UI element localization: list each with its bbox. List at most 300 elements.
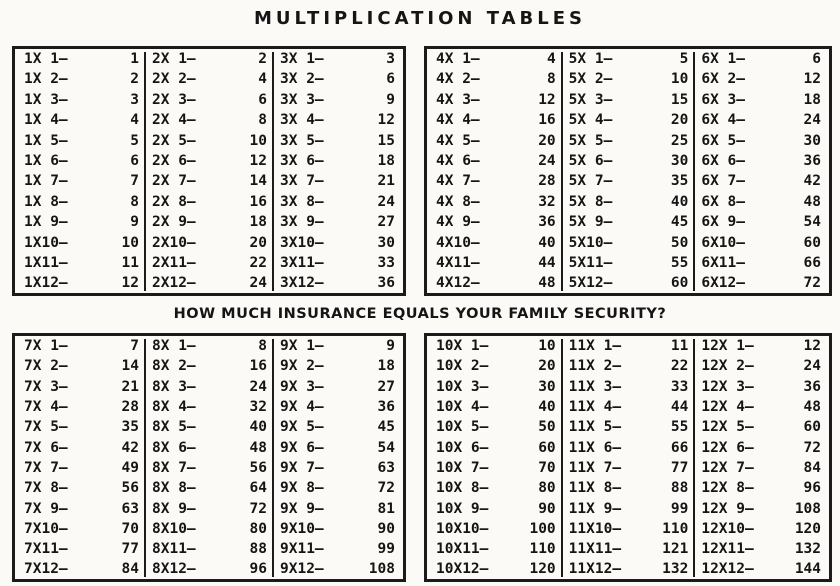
table-row	[569, 52, 689, 67]
equation-label: 5X 8—	[568, 193, 613, 210]
product-value: 80	[538, 480, 556, 497]
equation-label: 8X12—	[152, 561, 196, 578]
product-value: 24	[249, 275, 267, 292]
table-row	[152, 93, 267, 108]
table-row	[569, 420, 689, 435]
equation-label: 3X11—	[280, 255, 324, 272]
product-value: 24	[538, 153, 556, 170]
equation-label: 12X 1—	[701, 338, 754, 354]
table-row	[701, 339, 821, 354]
product-value: 33	[377, 255, 395, 272]
table-row	[152, 256, 267, 271]
equation-label: 10X 9—	[436, 500, 489, 517]
product-value: 60	[803, 234, 822, 251]
product-value: 63	[377, 459, 395, 476]
equation-label: 10X10—	[436, 520, 489, 537]
equation-label: 9X11—	[280, 541, 324, 558]
equation-label: 10X 5—	[436, 419, 489, 436]
table-row	[152, 72, 267, 87]
equation-label: 7X 6—	[24, 439, 68, 456]
table-row	[436, 339, 556, 354]
product-value: 40	[538, 398, 556, 415]
table-row	[152, 562, 267, 577]
table-row	[24, 215, 139, 230]
product-value: 48	[803, 398, 822, 415]
product-value: 9	[386, 338, 395, 354]
product-value: 22	[670, 358, 689, 375]
product-value: 44	[670, 398, 689, 415]
equation-label: 10X 3—	[436, 378, 489, 395]
equation-label: 6X 4—	[701, 112, 745, 129]
equation-label: 4X12—	[436, 275, 480, 292]
product-value: 30	[803, 132, 822, 149]
table-row	[436, 195, 556, 210]
product-value: 24	[377, 193, 395, 210]
table-row	[280, 502, 395, 517]
table-row	[436, 522, 556, 537]
table-row	[436, 420, 556, 435]
product-value: 90	[377, 520, 395, 537]
equation-label: 8X 6—	[152, 439, 196, 456]
times-table-column	[563, 52, 696, 291]
equation-label: 5X 7—	[568, 173, 613, 190]
product-value: 40	[249, 419, 267, 436]
equation-label: 12X 6—	[701, 439, 754, 456]
equation-label: 8X 2—	[152, 358, 196, 375]
equation-label: 8X11—	[152, 541, 196, 558]
table-row	[569, 461, 689, 476]
product-value: 8	[546, 71, 556, 88]
product-value: 4	[130, 112, 139, 129]
table-row	[569, 359, 689, 374]
product-value: 18	[803, 91, 822, 108]
table-row	[701, 52, 821, 67]
equation-label: 1X 6—	[24, 153, 68, 170]
table-row	[569, 276, 689, 291]
product-value: 6	[812, 51, 822, 67]
equation-label: 2X 8—	[152, 193, 196, 210]
product-value: 27	[377, 214, 395, 231]
equation-label: 11X12—	[568, 561, 622, 578]
equation-label: 12X 4—	[701, 398, 754, 415]
product-value: 70	[538, 459, 556, 476]
product-value: 8	[258, 112, 267, 129]
equation-label: 3X 9—	[280, 214, 324, 231]
product-value: 144	[794, 561, 822, 578]
table-row	[280, 154, 395, 169]
product-value: 27	[377, 378, 395, 395]
product-value: 72	[249, 500, 267, 517]
product-value: 84	[803, 459, 822, 476]
equation-label: 3X10—	[280, 234, 324, 251]
table-row	[280, 174, 395, 189]
table-row	[280, 461, 395, 476]
equation-label: 12X 3—	[701, 378, 754, 395]
product-value: 90	[538, 500, 556, 517]
table-row	[152, 400, 267, 415]
equation-label: 3X12—	[280, 275, 324, 292]
equation-label: 6X 8—	[701, 193, 745, 210]
product-value: 64	[249, 480, 267, 497]
table-row	[436, 215, 556, 230]
table-row	[280, 339, 395, 354]
equation-label: 5X 1—	[568, 51, 613, 67]
product-value: 30	[670, 153, 689, 170]
product-value: 60	[803, 419, 822, 436]
product-value: 40	[538, 234, 556, 251]
product-value: 120	[529, 561, 556, 578]
table-row	[701, 93, 821, 108]
equation-label: 11X10—	[568, 520, 622, 537]
table-row	[701, 215, 821, 230]
product-value: 6	[386, 71, 395, 88]
equation-label: 9X 4—	[280, 398, 324, 415]
table-row	[280, 380, 395, 395]
product-value: 72	[377, 480, 395, 497]
table-row	[436, 461, 556, 476]
product-value: 99	[377, 541, 395, 558]
equation-label: 9X 2—	[280, 358, 324, 375]
table-row	[152, 113, 267, 128]
table-row	[152, 236, 267, 251]
table-row	[280, 93, 395, 108]
product-value: 45	[670, 214, 689, 231]
table-row	[152, 134, 267, 149]
table-row	[152, 154, 267, 169]
product-value: 12	[538, 91, 556, 108]
product-value: 6	[130, 153, 139, 170]
product-value: 1	[130, 51, 139, 67]
product-value: 16	[538, 112, 556, 129]
table-panel-1-3	[12, 46, 406, 296]
equation-label: 5X 2—	[568, 71, 613, 88]
equation-label: 6X11—	[701, 255, 745, 272]
table-row	[701, 276, 821, 291]
table-row	[436, 154, 556, 169]
table-row	[436, 481, 556, 496]
table-row	[24, 400, 139, 415]
table-row	[152, 420, 267, 435]
equation-label: 10X 1—	[436, 338, 489, 354]
product-value: 20	[538, 358, 556, 375]
table-row	[569, 174, 689, 189]
equation-label: 2X 1—	[152, 51, 196, 67]
table-row	[24, 420, 139, 435]
table-row	[24, 562, 139, 577]
product-value: 32	[249, 398, 267, 415]
times-table-column	[563, 339, 696, 577]
equation-label: 12X 7—	[701, 459, 754, 476]
product-value: 108	[794, 500, 822, 517]
equation-label: 1X 1—	[24, 51, 68, 67]
equation-label: 7X 4—	[24, 398, 68, 415]
equation-label: 7X 7—	[24, 459, 68, 476]
equation-label: 1X10—	[24, 234, 68, 251]
product-value: 108	[368, 561, 395, 578]
equation-label: 3X 7—	[280, 173, 324, 190]
table-row	[24, 359, 139, 374]
times-table-column	[146, 339, 274, 577]
table-row	[569, 522, 689, 537]
equation-label: 8X 9—	[152, 500, 196, 517]
product-value: 21	[377, 173, 395, 190]
equation-label: 9X12—	[280, 561, 324, 578]
equation-label: 7X 3—	[24, 378, 68, 395]
equation-label: 8X 5—	[152, 419, 196, 436]
product-value: 36	[803, 153, 822, 170]
table-row	[569, 339, 689, 354]
product-value: 30	[538, 378, 556, 395]
table-row	[152, 461, 267, 476]
table-row	[569, 236, 689, 251]
table-row	[569, 113, 689, 128]
table-row	[280, 215, 395, 230]
product-value: 10	[538, 338, 556, 354]
equation-label: 5X11—	[568, 255, 613, 272]
equation-label: 2X 2—	[152, 71, 196, 88]
equation-label: 12X 8—	[701, 480, 754, 497]
table-row	[569, 542, 689, 557]
table-row	[24, 72, 139, 87]
equation-label: 6X 3—	[701, 91, 745, 108]
product-value: 28	[121, 398, 139, 415]
table-row	[152, 502, 267, 517]
equation-label: 4X10—	[436, 234, 480, 251]
product-value: 55	[670, 255, 689, 272]
equation-label: 10X 7—	[436, 459, 489, 476]
table-row	[436, 72, 556, 87]
product-value: 2	[258, 51, 267, 67]
table-row	[24, 380, 139, 395]
table-row	[280, 562, 395, 577]
equation-label: 7X12—	[24, 561, 68, 578]
equation-label: 11X 5—	[568, 419, 622, 436]
equation-label: 11X 4—	[568, 398, 622, 415]
product-value: 54	[803, 214, 822, 231]
product-value: 15	[670, 91, 689, 108]
equation-label: 6X 7—	[701, 173, 745, 190]
product-value: 88	[249, 541, 267, 558]
equation-label: 11X 9—	[568, 500, 622, 517]
product-value: 35	[670, 173, 689, 190]
product-value: 16	[249, 193, 267, 210]
product-value: 36	[803, 378, 822, 395]
product-value: 24	[803, 112, 822, 129]
product-value: 14	[121, 358, 139, 375]
table-row	[569, 134, 689, 149]
table-row	[24, 461, 139, 476]
product-value: 45	[377, 419, 395, 436]
times-table-column	[430, 52, 563, 291]
table-row	[280, 195, 395, 210]
equation-label: 4X 4—	[436, 112, 480, 129]
product-value: 11	[670, 338, 689, 354]
product-value: 54	[377, 439, 395, 456]
table-row	[569, 256, 689, 271]
table-row	[280, 400, 395, 415]
table-row	[152, 481, 267, 496]
product-value: 48	[538, 275, 556, 292]
equation-label: 4X 7—	[436, 173, 480, 190]
product-value: 20	[249, 234, 267, 251]
table-row	[436, 256, 556, 271]
equation-label: 2X12—	[152, 275, 196, 292]
equation-label: 1X 3—	[24, 91, 68, 108]
table-row	[24, 441, 139, 456]
equation-label: 1X 5—	[24, 132, 68, 149]
times-table-column	[18, 339, 146, 577]
equation-label: 4X 1—	[436, 51, 480, 67]
equation-label: 9X 8—	[280, 480, 324, 497]
table-row	[24, 154, 139, 169]
table-row	[152, 339, 267, 354]
equation-label: 8X 7—	[152, 459, 196, 476]
table-row	[436, 400, 556, 415]
product-value: 35	[121, 419, 139, 436]
table-row	[701, 195, 821, 210]
times-table-column	[274, 52, 400, 291]
table-row	[569, 502, 689, 517]
equation-label: 4X11—	[436, 255, 480, 272]
table-row	[280, 72, 395, 87]
table-row	[152, 359, 267, 374]
table-row	[280, 113, 395, 128]
table-row	[436, 380, 556, 395]
product-value: 77	[670, 459, 689, 476]
product-value: 12	[249, 153, 267, 170]
product-value: 49	[121, 459, 139, 476]
table-row	[436, 359, 556, 374]
product-value: 18	[377, 153, 395, 170]
equation-label: 9X 7—	[280, 459, 324, 476]
table-row	[280, 420, 395, 435]
equation-label: 5X 3—	[568, 91, 613, 108]
product-value: 10	[249, 132, 267, 149]
table-row	[24, 52, 139, 67]
table-row	[152, 215, 267, 230]
equation-label: 3X 3—	[280, 91, 324, 108]
equation-label: 8X 4—	[152, 398, 196, 415]
product-value: 11	[121, 255, 139, 272]
table-row	[569, 72, 689, 87]
product-value: 96	[249, 561, 267, 578]
equation-label: 12X 5—	[701, 419, 754, 436]
equation-label: 5X 4—	[568, 112, 613, 129]
product-value: 3	[386, 51, 395, 67]
equation-label: 1X 2—	[24, 71, 68, 88]
equation-label: 2X 7—	[152, 173, 196, 190]
equation-label: 10X11—	[436, 541, 489, 558]
product-value: 36	[377, 275, 395, 292]
table-row	[24, 502, 139, 517]
table-row	[436, 276, 556, 291]
table-row	[152, 542, 267, 557]
table-row	[701, 236, 821, 251]
product-value: 3	[130, 91, 139, 108]
table-row	[280, 236, 395, 251]
table-row	[569, 195, 689, 210]
equation-label: 11X 3—	[568, 378, 622, 395]
table-row	[152, 380, 267, 395]
product-value: 20	[670, 112, 689, 129]
equation-label: 4X 8—	[436, 193, 480, 210]
product-value: 81	[377, 500, 395, 517]
times-table-column	[695, 52, 826, 291]
equation-label: 6X10—	[701, 234, 745, 251]
table-row	[701, 380, 821, 395]
equation-label: 3X 1—	[280, 51, 324, 67]
product-value: 18	[377, 358, 395, 375]
table-row	[152, 276, 267, 291]
table-row	[24, 174, 139, 189]
equation-label: 6X 6—	[701, 153, 745, 170]
product-value: 66	[670, 439, 689, 456]
product-value: 32	[538, 193, 556, 210]
table-row	[436, 113, 556, 128]
table-row	[436, 93, 556, 108]
product-value: 20	[538, 132, 556, 149]
equation-label: 4X 9—	[436, 214, 480, 231]
times-table-column	[146, 52, 274, 291]
product-value: 10	[670, 71, 689, 88]
product-value: 8	[258, 338, 267, 354]
equation-label: 1X11—	[24, 255, 68, 272]
equation-label: 6X12—	[701, 275, 745, 292]
table-row	[24, 276, 139, 291]
product-value: 42	[121, 439, 139, 456]
product-value: 5	[130, 132, 139, 149]
table-row	[24, 134, 139, 149]
product-value: 16	[249, 358, 267, 375]
table-row	[152, 441, 267, 456]
product-value: 9	[386, 91, 395, 108]
product-value: 33	[670, 378, 689, 395]
product-value: 70	[121, 520, 139, 537]
equation-label: 9X 9—	[280, 500, 324, 517]
product-value: 14	[249, 173, 267, 190]
page-title: MULTIPLICATION TABLES	[254, 8, 586, 29]
equation-label: 7X10—	[24, 520, 68, 537]
equation-label: 5X12—	[568, 275, 613, 292]
product-value: 80	[249, 520, 267, 537]
table-row	[701, 400, 821, 415]
product-value: 36	[377, 398, 395, 415]
equation-label: 5X 6—	[568, 153, 613, 170]
table-row	[436, 542, 556, 557]
product-value: 21	[121, 378, 139, 395]
equation-label: 6X 5—	[701, 132, 745, 149]
equation-label: 2X 5—	[152, 132, 196, 149]
table-row	[701, 562, 821, 577]
equation-label: 2X11—	[152, 255, 196, 272]
product-value: 12	[803, 71, 822, 88]
table-row	[24, 522, 139, 537]
equation-label: 10X 6—	[436, 439, 489, 456]
table-row	[701, 174, 821, 189]
table-row	[152, 522, 267, 537]
product-value: 8	[130, 193, 139, 210]
equation-label: 2X 4—	[152, 112, 196, 129]
product-value: 40	[670, 193, 689, 210]
product-value: 56	[121, 480, 139, 497]
table-row	[152, 195, 267, 210]
equation-label: 5X10—	[568, 234, 613, 251]
product-value: 48	[249, 439, 267, 456]
table-row	[24, 256, 139, 271]
table-row	[280, 542, 395, 557]
equation-label: 9X 5—	[280, 419, 324, 436]
equation-label: 7X 9—	[24, 500, 68, 517]
